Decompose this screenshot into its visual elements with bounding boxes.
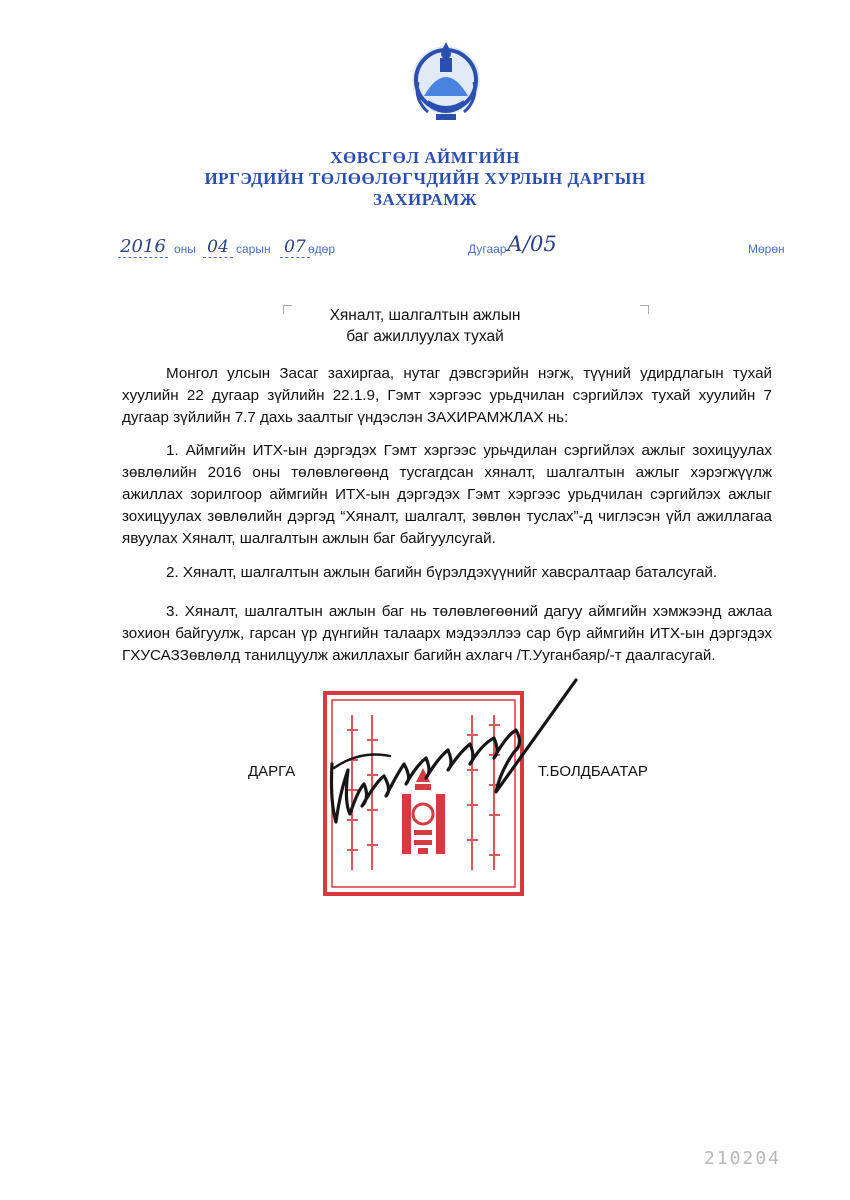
registry-stamp-number: 210204 <box>704 1148 782 1169</box>
intro-text: Монгол улсын Засаг захиргаа, нутаг дэвсгэрийн нэгж, түүний удирдлагын тухай хуулийн 22 дугаар зүйлийн 22.1.9, Гэмт хэргээс урьдчилан сэргийлэх тухай хуулийн 7 дугаар зүйлийн 7.7 дахь заалтыг үндэслэн ЗАХИРАМЖЛАХ нь: <box>122 365 772 426</box>
handwritten-signature-icon <box>300 672 590 842</box>
signatory-name: Т.БОЛДБААТАР <box>538 763 648 780</box>
state-emblem-icon <box>406 38 486 138</box>
item-2-paragraph <box>122 562 772 584</box>
item-1-text: 1. Аймгийн ИТХ-ын дэргэдэх Гэмт хэргээс урьчдилан сэргийлэх ажлыг зохицуулах зөвлөлийн 2016 оны төлөвлөгөөнд тусгагдсан хяналт, шалгалтын ажлыг хэрэгжүүлж ажиллах зорилгоор аймгийн ИТХ-ын дэргэдэх Гэмт хэргээс урьдчилан сэргийлэх ажлыг зохицуулах зөвлөлийн дэргэд “Хяналт, шалгалт, зөвлөн туслах”-д чиглэсэн үйл ажиллагаа явуулах Хяналт, шалгалтын ажлын баг байгуулсугай. <box>122 442 772 547</box>
document-type-title: ЗАХИРАМЖ <box>372 190 478 209</box>
intro-paragraph <box>122 363 772 429</box>
date-month: 04 <box>203 237 233 258</box>
date-number-row <box>0 234 850 264</box>
org-title-line1: ХӨВСГӨЛ АЙМГИЙН <box>330 148 520 167</box>
date-year-suffix: оны <box>174 242 196 256</box>
place-name: Мөрөн <box>748 242 785 256</box>
date-day: 07 <box>280 237 310 258</box>
date-day-suffix: өдөр <box>308 242 336 256</box>
date-month-suffix: сарын <box>236 242 271 256</box>
date-year: 2016 <box>118 236 168 258</box>
item-1-paragraph <box>122 440 772 550</box>
org-title-line2: ИРГЭДИЙН ТӨЛӨӨЛӨГЧДИЙН ХУРЛЫН ДАРГЫН <box>204 169 646 188</box>
subject-line1: Хяналт, шалгалтын ажлын <box>329 307 521 324</box>
item-3-text: 3. Хяналт, шалгалтын ажлын баг нь төлөвлөгөөний дагуу аймгийн хэмжээнд ажлаа зохион байгуулж, гарсан үр дүнгийн талаарх мэдээллээ сар бүр аймгийн ИТХ-ын дэргэдэх ГХУСАЗЗөвлөлд танилцуулж ажиллахыг багийн ахлагч /Т.Ууганбаяр/-т даалгасугай. <box>122 603 772 664</box>
item-2-text: 2. Хяналт, шалгалтын ажлын багийн бүрэлдэхүүнийг хавсралтаар баталсугай. <box>166 564 718 581</box>
number-label: Дугаар <box>468 242 507 256</box>
signatory-role: ДАРГА <box>248 763 296 780</box>
item-3-paragraph <box>122 601 772 667</box>
subject-line2: баг ажиллуулах тухай <box>346 328 504 345</box>
document-number: А/05 <box>507 232 557 256</box>
